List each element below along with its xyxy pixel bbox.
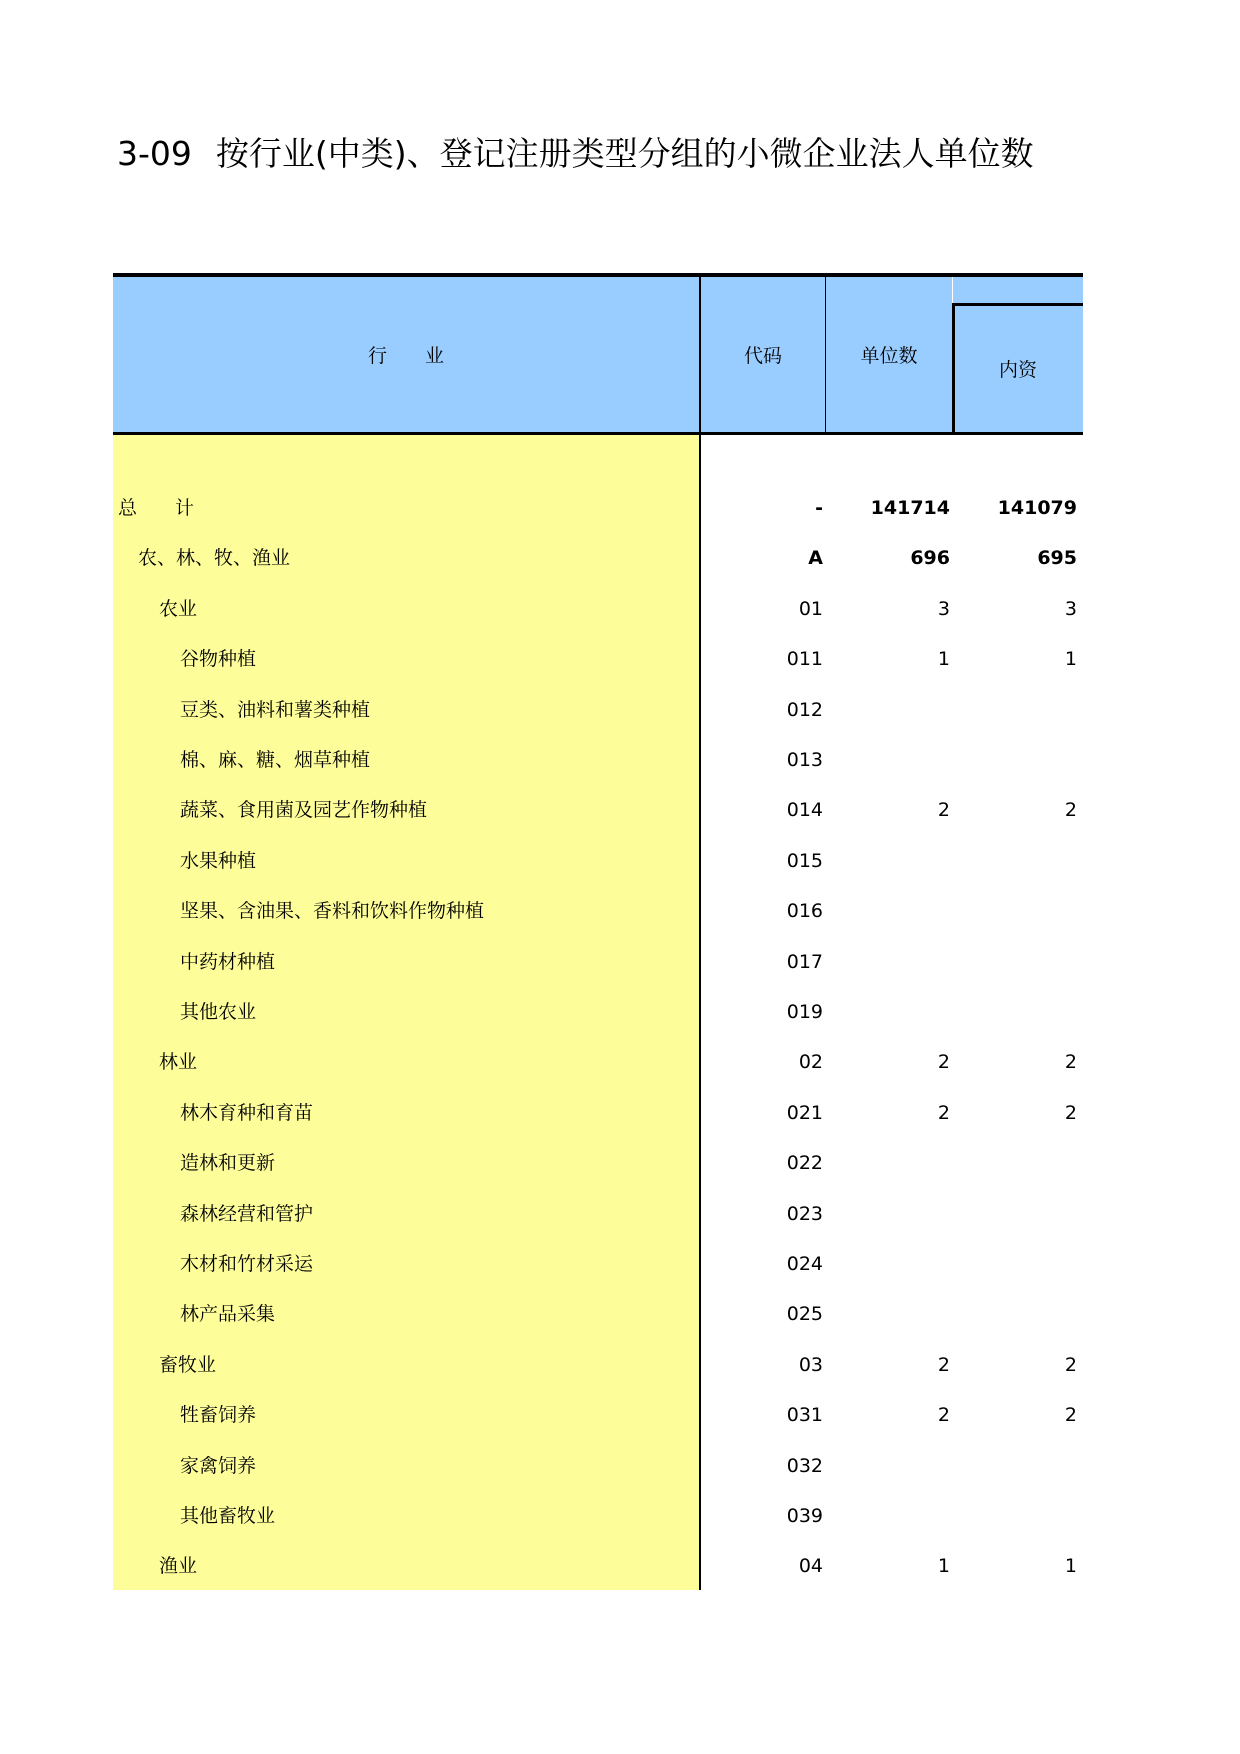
industry-name: 棉、麻、糖、烟草种植 <box>180 749 371 771</box>
industry-name: 谷物种植 <box>180 648 257 671</box>
industry-name: 坚果、含油果、香料和饮料作物种植 <box>180 900 485 923</box>
unit-count: 2 <box>937 1404 950 1427</box>
industry-code: 02 <box>798 1051 823 1074</box>
industry-code: 024 <box>786 1253 823 1275</box>
domestic-count: 141079 <box>997 497 1077 519</box>
domestic-count: 1 <box>1064 648 1077 671</box>
industry-code: 04 <box>798 1555 823 1578</box>
industry-code: 017 <box>786 950 823 973</box>
table-row <box>0 1088 1240 1138</box>
domestic-count: 3 <box>1064 597 1077 620</box>
industry-name: 家禽饲养 <box>180 1454 257 1477</box>
industry-name: 总 计 <box>118 497 195 519</box>
industry-code: 016 <box>786 900 823 923</box>
unit-count: 2 <box>937 1051 950 1074</box>
unit-count: 2 <box>937 1101 950 1124</box>
industry-code: 039 <box>786 1505 823 1527</box>
header-domestic <box>953 277 1083 432</box>
unit-count: 2 <box>937 1353 950 1376</box>
industry-code: - <box>815 497 823 519</box>
industry-name: 木材和竹材采运 <box>180 1253 314 1275</box>
table-row <box>0 836 1240 886</box>
table-row <box>0 685 1240 735</box>
unit-count: 141714 <box>870 497 950 519</box>
domestic-count: 695 <box>1037 547 1077 570</box>
industry-name: 其他农业 <box>180 1001 257 1023</box>
unit-count: 696 <box>910 547 950 570</box>
divider <box>952 303 955 433</box>
header-domestic-label: 内资 <box>998 359 1037 381</box>
domestic-count: 1 <box>1064 1555 1077 1578</box>
industry-code: 023 <box>786 1202 823 1225</box>
table-row <box>0 1189 1240 1239</box>
table-row <box>0 584 1240 634</box>
table-row <box>0 1289 1240 1339</box>
domestic-count: 2 <box>1064 1353 1077 1376</box>
industry-name: 畜牧业 <box>159 1353 217 1376</box>
industry-name: 中药材种植 <box>180 950 276 973</box>
domestic-count: 2 <box>1064 799 1077 822</box>
industry-code: 025 <box>786 1303 823 1326</box>
table-row <box>0 1541 1240 1591</box>
industry-name: 其他畜牧业 <box>180 1505 276 1527</box>
industry-code: 031 <box>786 1404 823 1427</box>
table-row <box>0 634 1240 684</box>
industry-code: 019 <box>786 1001 823 1023</box>
table-row <box>0 1239 1240 1289</box>
table-row <box>0 1340 1240 1390</box>
industry-name: 林产品采集 <box>180 1303 276 1326</box>
table-row <box>0 987 1240 1037</box>
table-row <box>0 1491 1240 1541</box>
table-row <box>0 1441 1240 1491</box>
table-row <box>0 1138 1240 1188</box>
industry-name: 水果种植 <box>180 849 257 872</box>
industry-code: 014 <box>786 799 823 822</box>
industry-code: 032 <box>786 1454 823 1477</box>
unit-count: 3 <box>937 597 950 620</box>
industry-name: 林业 <box>159 1051 198 1074</box>
unit-count: 1 <box>937 648 950 671</box>
header-code-label: 代码 <box>743 345 782 367</box>
header-industry <box>113 277 699 432</box>
table-row <box>0 735 1240 785</box>
header-code <box>701 277 825 432</box>
header-industry-label: 行 业 <box>367 345 444 367</box>
industry-code: 021 <box>786 1101 823 1124</box>
industry-name: 豆类、油料和薯类种植 <box>180 698 371 721</box>
industry-code: 011 <box>786 648 823 671</box>
domestic-count: 2 <box>1064 1404 1077 1427</box>
industry-name: 农、林、牧、渔业 <box>138 547 291 570</box>
header-units <box>826 277 952 432</box>
table-row <box>0 533 1240 583</box>
industry-code: A <box>808 547 823 570</box>
table-title: 按行业(中类)、登记注册类型分组的小微企业法人单位数 <box>215 134 1034 173</box>
divider <box>825 277 826 433</box>
table-row <box>0 483 1240 533</box>
unit-count: 2 <box>937 799 950 822</box>
industry-code: 03 <box>798 1353 823 1376</box>
table-row <box>0 937 1240 987</box>
industry-name: 渔业 <box>159 1555 198 1578</box>
industry-name: 森林经营和管护 <box>180 1202 314 1225</box>
industry-code: 012 <box>786 698 823 721</box>
table-row <box>0 1037 1240 1087</box>
industry-name: 农业 <box>159 597 198 620</box>
unit-count: 1 <box>937 1555 950 1578</box>
industry-code: 015 <box>786 849 823 872</box>
industry-code: 013 <box>786 749 823 771</box>
table-number: 3-09 <box>117 134 192 173</box>
domestic-count: 2 <box>1064 1051 1077 1074</box>
industry-name: 蔬菜、食用菌及园艺作物种植 <box>180 799 428 822</box>
industry-code: 022 <box>786 1152 823 1175</box>
industry-code: 01 <box>798 597 823 620</box>
domestic-count: 2 <box>1064 1101 1077 1124</box>
page-title <box>117 128 1034 175</box>
table-row <box>0 1390 1240 1440</box>
industry-name: 林木育种和育苗 <box>180 1101 314 1124</box>
header-units-label: 单位数 <box>860 345 918 367</box>
industry-name: 造林和更新 <box>180 1152 276 1175</box>
table-row <box>0 886 1240 936</box>
industry-name: 牲畜饲养 <box>180 1404 257 1427</box>
table-row <box>0 785 1240 835</box>
divider <box>952 303 1083 306</box>
